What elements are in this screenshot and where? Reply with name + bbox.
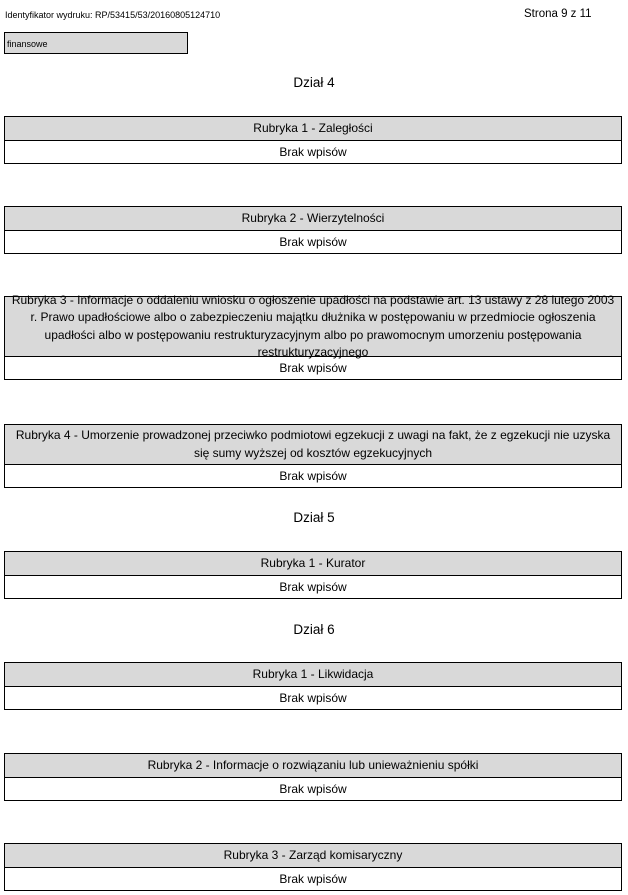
section-heading-dzial-6: Dział 6 (293, 622, 335, 637)
rubric-box (4, 424, 622, 488)
rubric-value: Brak wpisów (279, 469, 347, 483)
rubric-box (4, 116, 622, 164)
rubric-title: Rubryka 1 - Zaległości (5, 117, 621, 141)
rubric-title: Rubryka 1 - Kurator (5, 552, 621, 576)
rubric-title: Rubryka 2 - Wierzytelności (5, 207, 621, 231)
rubric-value: Brak wpisów (279, 691, 347, 705)
section-tag: finansowe (4, 32, 188, 54)
print-identifier: Identyfikator wydruku: RP/53415/53/20160805124710 (5, 10, 221, 20)
rubric-value: Brak wpisów (279, 580, 347, 594)
rubric-box (4, 753, 622, 801)
rubric-value: Brak wpisów (279, 145, 347, 159)
rubric-box (4, 292, 622, 380)
rubric-box (4, 843, 622, 891)
rubric-value: Brak wpisów (279, 782, 347, 796)
rubric-title: Rubryka 3 - Zarząd komisaryczny (5, 844, 621, 868)
rubric-box (4, 551, 622, 599)
rubric-box (4, 206, 622, 254)
rubric-title: Rubryka 1 - Likwidacja (5, 663, 621, 687)
section-heading-dzial-5: Dział 5 (293, 510, 335, 525)
rubric-box (4, 662, 622, 710)
page-number: Strona 9 z 11 (524, 8, 592, 20)
section-heading-dzial-4: Dział 4 (293, 75, 335, 90)
rubric-title: Rubryka 4 - Umorzenie prowadzonej przeciwko podmiotowi egzekucji z uwagi na fakt, że z egzekucji nie uzyska się sumy wyższej od kosztów egzekucyjnych (5, 425, 621, 465)
rubric-value: Brak wpisów (279, 872, 347, 886)
rubric-value: Brak wpisów (279, 235, 347, 249)
rubric-title: Rubryka 2 - Informacje o rozwiązaniu lub unieważnieniu spółki (5, 754, 621, 778)
rubric-title: Rubryka 3 - Informacje o oddaleniu wniosku o ogłoszenie upadłości na podstawie art. 13 ustawy z 28 lutego 2003 r. Prawo upadłościowe albo o zabezpieczeniu majątku dłużnika w postępowaniu w przedmiocie ogłoszenia upadłości albo w postępowaniu restrukturyzacyjnym albo po prawomocnym umorzeniu postępowania restrukturyzacyjnego (5, 297, 621, 357)
rubric-value: Brak wpisów (279, 361, 347, 375)
